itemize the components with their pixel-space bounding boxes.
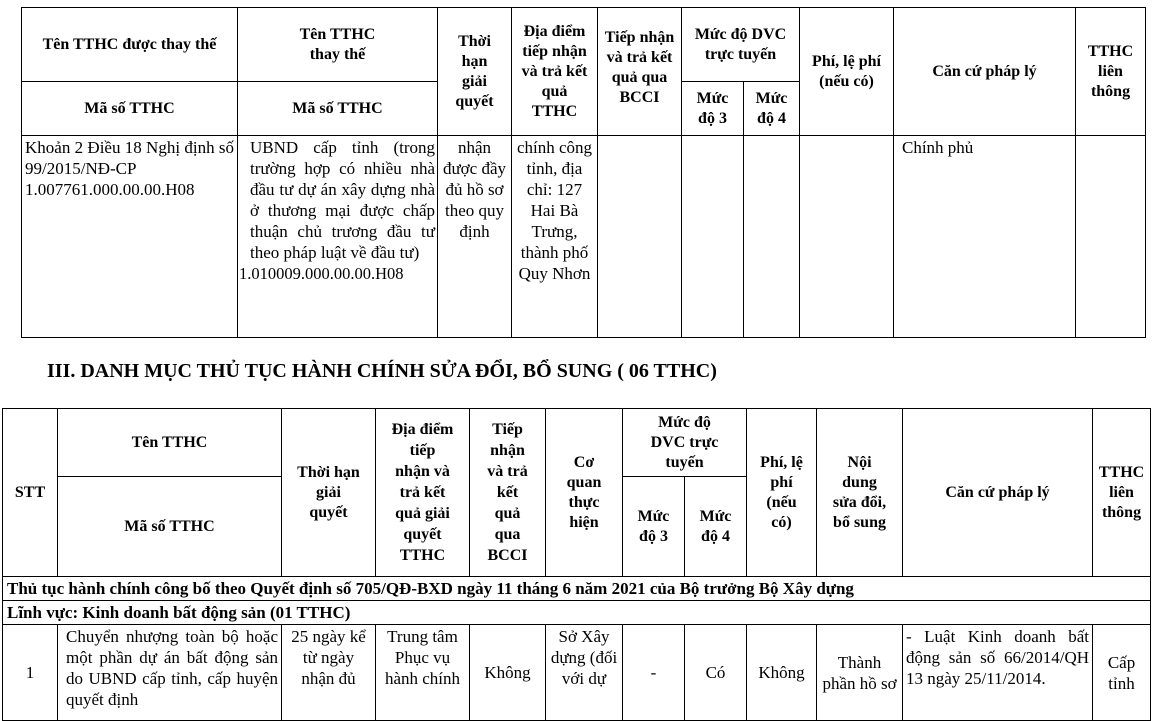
- cell-linked: [1076, 136, 1146, 338]
- cell-replaced: Khoản 2 Điều 18 Nghị định số 99/2015/NĐ-CP 1.007761.000.00.00.H08: [22, 136, 238, 338]
- cell-time-limit: nhận được đầy đủ hồ sơ theo quy định: [438, 136, 512, 338]
- header-legal-basis: Căn cứ pháp lý: [903, 409, 1093, 577]
- section-heading: III. DANH MỤC THỦ TỤC HÀNH CHÍNH SỬA ĐỔI, BỔ SUNG ( 06 TTHC): [47, 360, 717, 382]
- group-row-decision: [3, 577, 1151, 601]
- cell-time-limit: 25 ngày kể từ ngày nhận đủ: [282, 625, 376, 721]
- header-legal-basis: Căn cứ pháp lý: [894, 8, 1076, 136]
- cell-fee: [800, 136, 894, 338]
- header-replacing-name: Tên TTHC thay thế: [238, 8, 438, 82]
- header-code-replaced: Mã số TTHC: [22, 82, 238, 136]
- header-level4: Mức độ 4: [744, 82, 800, 136]
- cell-level4: Có: [685, 625, 747, 721]
- header-location: Địa điểm tiếp nhận và trả kết quả giải quyết TTHC: [376, 409, 470, 577]
- header-dvc-level: Mức độ DVC trực tuyến: [623, 409, 747, 477]
- header-level3: Mức độ 3: [682, 82, 744, 136]
- cell-level3: -: [623, 625, 685, 721]
- header-stt: STT: [3, 409, 58, 577]
- header-dvc-level: Mức độ DVC trực tuyến: [682, 8, 800, 82]
- header-amendment: Nội dung sửa đổi, bổ sung: [817, 409, 903, 577]
- group-field: Lĩnh vực: Kinh doanh bất động sản (01 TTHC): [3, 601, 1151, 625]
- header-agency: Cơ quan thực hiện: [546, 409, 623, 577]
- amended-procedures-table: [2, 408, 1151, 721]
- header-name: Tên TTHC: [58, 409, 282, 477]
- header-linked: TTHC liên thông: [1076, 8, 1146, 136]
- cell-level3: [682, 136, 744, 338]
- header-time-limit: Thời hạn giải quyết: [282, 409, 376, 577]
- replacing-name: UBND cấp tỉnh (trong trường hợp có nhiều nhà đầu tư dự án xây dựng nhà ở thương mại được chấp thuận chủ trương đầu tư theo pháp luật về đầu tư): [250, 138, 435, 262]
- header-location: Địa điểm tiếp nhận và trả kết quả TTHC: [512, 8, 598, 136]
- header-time-limit: Thời hạn giải quyết: [438, 8, 512, 136]
- header-replaced-name: Tên TTHC được thay thế: [22, 8, 238, 82]
- cell-legal-basis: Chính phủ: [894, 136, 1076, 338]
- replacing-code: 1.010009.000.00.00.H08: [239, 264, 404, 283]
- cell-fee: Không: [747, 625, 817, 721]
- table-row: [22, 136, 1146, 338]
- cell-bcci: [598, 136, 682, 338]
- cell-linked: Cấp tỉnh: [1093, 625, 1151, 721]
- cell-location: Trung tâm Phục vụ hành chính: [376, 625, 470, 721]
- header-bcci: Tiếp nhận và trả kết quả qua BCCI: [470, 409, 546, 577]
- header-code-replacing: Mã số TTHC: [238, 82, 438, 136]
- table-row: [3, 625, 1151, 721]
- cell-level4: [744, 136, 800, 338]
- cell-replacing: [238, 136, 438, 338]
- cell-amendment: Thành phần hồ sơ: [817, 625, 903, 721]
- header-level4: Mức độ 4: [685, 477, 747, 577]
- cell-bcci: Không: [470, 625, 546, 721]
- group-row-field: [3, 601, 1151, 625]
- cell-stt: 1: [3, 625, 58, 721]
- header-level3: Mức độ 3: [623, 477, 685, 577]
- cell-legal-basis: - Luật Kinh doanh bất động sản số 66/2014/QH 13 ngày 25/11/2014.: [903, 625, 1093, 721]
- cell-location: chính công tỉnh, địa chỉ: 127 Hai Bà Trưng, thành phố Quy Nhơn: [512, 136, 598, 338]
- group-decision: Thủ tục hành chính công bố theo Quyết định số 705/QĐ-BXD ngày 11 tháng 6 năm 2021 của Bộ trưởng Bộ Xây dựng: [3, 577, 1151, 601]
- replacement-procedures-table: [21, 7, 1146, 338]
- header-fee: Phí, lệ phí (nếu có): [747, 409, 817, 577]
- header-code: Mã số TTHC: [58, 477, 282, 577]
- header-linked: TTHC liên thông: [1093, 409, 1151, 577]
- cell-agency: Sở Xây dựng (đối với dự: [546, 625, 623, 721]
- header-bcci: Tiếp nhận và trả kết quả qua BCCI: [598, 8, 682, 136]
- cell-name: Chuyển nhượng toàn bộ hoặc một phần dự án bất động sản do UBND cấp tỉnh, cấp huyện quyết định: [58, 625, 282, 721]
- header-fee: Phí, lệ phí (nếu có): [800, 8, 894, 136]
